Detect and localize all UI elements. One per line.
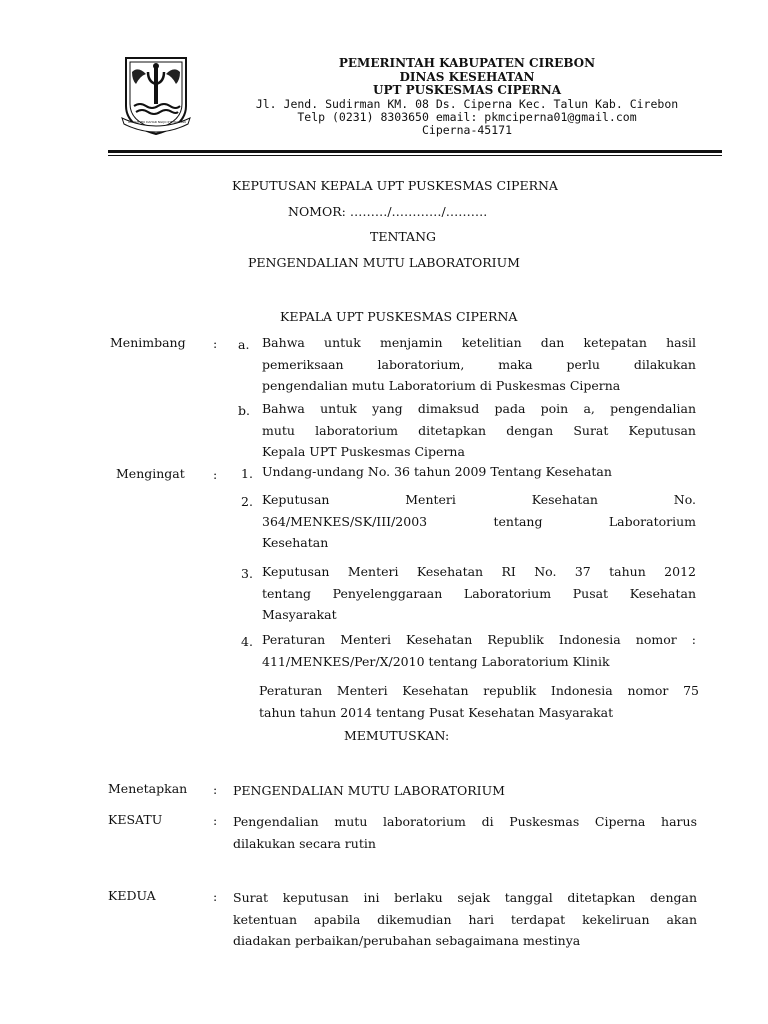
seal-motto: RAMAH IBU DAHAR NGIJO IHE PADAAN: [128, 121, 186, 124]
mengingat-marker-4: 4.: [241, 634, 253, 649]
menetapkan-text: PENGENDALIAN MUTU LABORATORIUM: [233, 783, 505, 798]
mengingat-label: Mengingat: [116, 466, 185, 481]
menimbang-item-a: Bahwa untuk menjamin ketelitian dan ketepatan hasil pemeriksaan laboratorium, maka perlu dilakukan pengendalian mutu Laboratorium di Puskesmas Ciperna: [262, 335, 696, 393]
memutuskan-heading: MEMUTUSKAN:: [344, 728, 450, 743]
mengingat-item-3: Keputusan Menteri Kesehatan RI No. 37 tahun 2012 tentang Penyelenggaraan Laboratorium Pusat Kesehatan Masyarakat: [262, 564, 696, 622]
menimbang-marker-b: b.: [238, 403, 250, 418]
decree-number: NOMOR: ………/…………/……….: [288, 204, 488, 219]
address-line: Jl. Jend. Sudirman KM. 08 Ds. Ciperna Kec. Talun Kab. Cirebon: [255, 97, 679, 111]
mengingat-item-2: Keputusan Menteri Kesehatan No. 364/MENKES/SK/III/2003 tentang Laboratorium Kesehatan: [262, 492, 696, 550]
kedua-text: Surat keputusan ini berlaku sejak tanggal ditetapkan dengan ketentuan apabila dikemudian hari terdapat kekeliruan akan diadakan perbaikan/perubahan sebagaimana mestinya: [233, 890, 697, 948]
menimbang-colon: :: [213, 336, 218, 351]
contact-line: Telp (0231) 8303650 email: pkmciperna01@gmail.com: [297, 110, 637, 124]
mengingat-item-1: Undang-undang No. 36 tahun 2009 Tentang Kesehatan: [262, 464, 612, 479]
kesatu-colon: :: [213, 813, 218, 828]
decree-subject: PENGENDALIAN MUTU LABORATORIUM: [248, 255, 520, 270]
kesatu-text: Pengendalian mutu laboratorium di Puskesmas Ciperna harus dilakukan secara rutin: [233, 814, 697, 851]
menetapkan-label: Menetapkan: [108, 781, 188, 796]
menetapkan-colon: :: [213, 782, 218, 797]
postal-line: Ciperna-45171: [421, 123, 512, 137]
head-title: KEPALA UPT PUSKESMAS CIPERNA: [280, 309, 518, 324]
mengingat-colon: :: [213, 467, 218, 482]
menimbang-label: Menimbang: [110, 335, 186, 350]
health-center-name: UPT PUSKESMAS CIPERNA: [372, 83, 561, 97]
mengingat-extra: Peraturan Menteri Kesehatan republik Indonesia nomor 75 tahun tahun 2014 tentang Pusat Kesehatan Masyarakat: [259, 683, 699, 720]
letterhead-rule-thick: [108, 150, 722, 153]
mengingat-marker-3: 3.: [241, 566, 253, 581]
kedua-colon: :: [213, 889, 218, 904]
kesatu-label: KESATU: [108, 812, 163, 827]
menimbang-item-b: Bahwa untuk yang dimaksud pada poin a, pengendalian mutu laboratorium ditetapkan dengan Surat Keputusan Kepala UPT Puskesmas Ciperna: [262, 401, 696, 459]
menimbang-marker-a: a.: [238, 337, 250, 352]
regency-seal-logo: [118, 54, 194, 136]
mengingat-marker-2: 2.: [241, 494, 253, 509]
letterhead-rule-thin: [108, 155, 722, 156]
government-name: PEMERINTAH KABUPATEN CIREBON: [338, 56, 596, 70]
mengingat-marker-1: 1.: [241, 466, 253, 481]
mengingat-item-4: Peraturan Menteri Kesehatan Republik Indonesia nomor : 411/MENKES/Per/X/2010 tentang Laboratorium Klinik: [262, 632, 696, 669]
department-name: DINAS KESEHATAN: [399, 70, 535, 84]
decree-title: KEPUTUSAN KEPALA UPT PUSKESMAS CIPERNA: [232, 178, 558, 193]
tentang-heading: TENTANG: [370, 229, 437, 244]
kedua-label: KEDUA: [108, 888, 156, 903]
